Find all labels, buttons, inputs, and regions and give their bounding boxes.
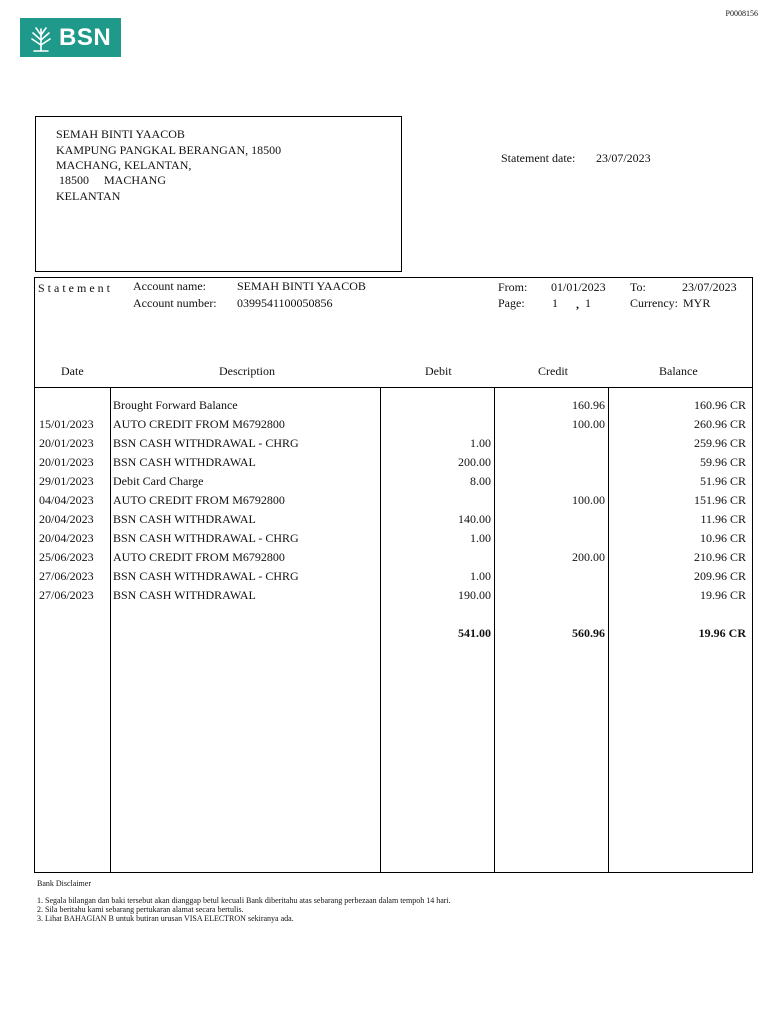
address-line: 18500 MACHANG — [56, 173, 167, 187]
row-date: 20/04/2023 — [39, 531, 94, 545]
row-date: 04/04/2023 — [39, 493, 94, 507]
bank-name: BSN — [59, 23, 112, 51]
row-balance: 51.96 CR — [699, 474, 746, 488]
total-debit: 541.00 — [458, 626, 491, 640]
row-description: AUTO CREDIT FROM M6792800 — [113, 417, 285, 431]
row-description: Brought Forward Balance — [113, 398, 238, 412]
row-date: 20/01/2023 — [39, 455, 94, 469]
totals-row — [34, 626, 753, 645]
row-date: 29/01/2023 — [39, 474, 94, 488]
row-debit: 1.00 — [470, 531, 491, 545]
table-row — [34, 474, 753, 493]
row-credit: 160.96 — [572, 398, 605, 412]
total-credit: 560.96 — [572, 626, 605, 640]
row-balance: 259.96 CR — [693, 436, 746, 450]
row-description: BSN CASH WITHDRAWAL - CHRG — [113, 436, 299, 450]
row-description: BSN CASH WITHDRAWAL — [113, 455, 256, 469]
table-row — [34, 455, 753, 474]
row-debit: 1.00 — [470, 569, 491, 583]
to-value: 23/07/2023 — [682, 280, 737, 294]
tree-logo-icon — [26, 23, 56, 53]
row-description: Debit Card Charge — [113, 474, 204, 488]
table-row — [34, 588, 753, 607]
row-description: AUTO CREDIT FROM M6792800 — [113, 493, 285, 507]
row-balance: 160.96 CR — [693, 398, 746, 412]
row-balance: 10.96 CR — [699, 531, 746, 545]
row-date: 27/06/2023 — [39, 588, 94, 602]
row-balance: 260.96 CR — [693, 417, 746, 431]
row-description: AUTO CREDIT FROM M6792800 — [113, 550, 285, 564]
page-total: 1 — [585, 296, 591, 310]
bsn-logo — [20, 18, 121, 57]
statement-date-value: 23/07/2023 — [596, 151, 651, 165]
disclaimer-line: 1. Segala bilangan dan baki tersebut akan dianggap betul kecuali Bank diberitahu atas sebarang perbezaan dalam tempoh 14 hari. — [37, 896, 451, 905]
row-date: 27/06/2023 — [39, 569, 94, 583]
table-row — [34, 436, 753, 455]
page-separator: , — [576, 297, 579, 311]
table-row — [34, 531, 753, 550]
row-date: 25/06/2023 — [39, 550, 94, 564]
total-balance: 19.96 CR — [698, 626, 746, 640]
row-debit: 200.00 — [458, 455, 491, 469]
row-description: BSN CASH WITHDRAWAL - CHRG — [113, 569, 299, 583]
page-current: 1 — [552, 296, 558, 310]
statement-title: S t a t e m e n t — [38, 281, 110, 295]
row-date: 15/01/2023 — [39, 417, 94, 431]
from-value: 01/01/2023 — [551, 280, 606, 294]
table-row — [34, 569, 753, 588]
row-description: BSN CASH WITHDRAWAL — [113, 512, 256, 526]
row-debit: 1.00 — [470, 436, 491, 450]
account-name-label: Account name: — [133, 279, 206, 293]
column-header-balance: Balance — [659, 364, 698, 378]
page-label: Page: — [498, 296, 525, 310]
address-line: KAMPUNG PANGKAL BERANGAN, 18500 — [56, 143, 282, 157]
table-row — [34, 417, 753, 436]
row-debit: 8.00 — [470, 474, 491, 488]
currency-label: Currency: — [630, 296, 678, 310]
row-credit: 100.00 — [572, 493, 605, 507]
row-balance: 59.96 CR — [699, 455, 746, 469]
disclaimer-title: Bank Disclaimer — [37, 879, 91, 888]
row-balance: 151.96 CR — [693, 493, 746, 507]
disclaimer-line: 3. Lihat BAHAGIAN B untuk butiran urusan VISA ELECTRON sekiranya ada. — [37, 914, 294, 923]
row-debit: 140.00 — [458, 512, 491, 526]
row-debit: 190.00 — [458, 588, 491, 602]
account-name-value: SEMAH BINTI YAACOB — [237, 279, 366, 293]
address-line: MACHANG, KELANTAN, — [56, 158, 192, 172]
account-number-value: 0399541100050856 — [237, 296, 333, 310]
account-number-label: Account number: — [133, 296, 217, 310]
row-date: 20/04/2023 — [39, 512, 94, 526]
address-line: KELANTAN — [56, 189, 121, 203]
document-id: P0008156 — [725, 9, 758, 18]
column-header-description: Description — [219, 364, 275, 378]
disclaimer-line: 2. Sila beritahu kami sebarang pertukaran alamat secara bertulis. — [37, 905, 244, 914]
column-header-date: Date — [61, 364, 84, 378]
row-description: BSN CASH WITHDRAWAL — [113, 588, 256, 602]
column-header-debit: Debit — [425, 364, 452, 378]
row-description: BSN CASH WITHDRAWAL - CHRG — [113, 531, 299, 545]
from-label: From: — [498, 280, 528, 294]
statement-date-label: Statement date: — [501, 151, 576, 165]
currency-value: MYR — [683, 296, 711, 310]
address-line: SEMAH BINTI YAACOB — [56, 127, 185, 141]
row-balance: 210.96 CR — [693, 550, 746, 564]
row-balance: 19.96 CR — [699, 588, 746, 602]
table-row — [34, 550, 753, 569]
row-credit: 100.00 — [572, 417, 605, 431]
table-row — [34, 398, 753, 417]
row-balance: 209.96 CR — [693, 569, 746, 583]
column-header-credit: Credit — [538, 364, 568, 378]
table-row — [34, 512, 753, 531]
row-date: 20/01/2023 — [39, 436, 94, 450]
table-row — [34, 493, 753, 512]
row-credit: 200.00 — [572, 550, 605, 564]
to-label: To: — [630, 280, 646, 294]
table-header-rule — [34, 387, 753, 388]
row-balance: 11.96 CR — [700, 512, 746, 526]
